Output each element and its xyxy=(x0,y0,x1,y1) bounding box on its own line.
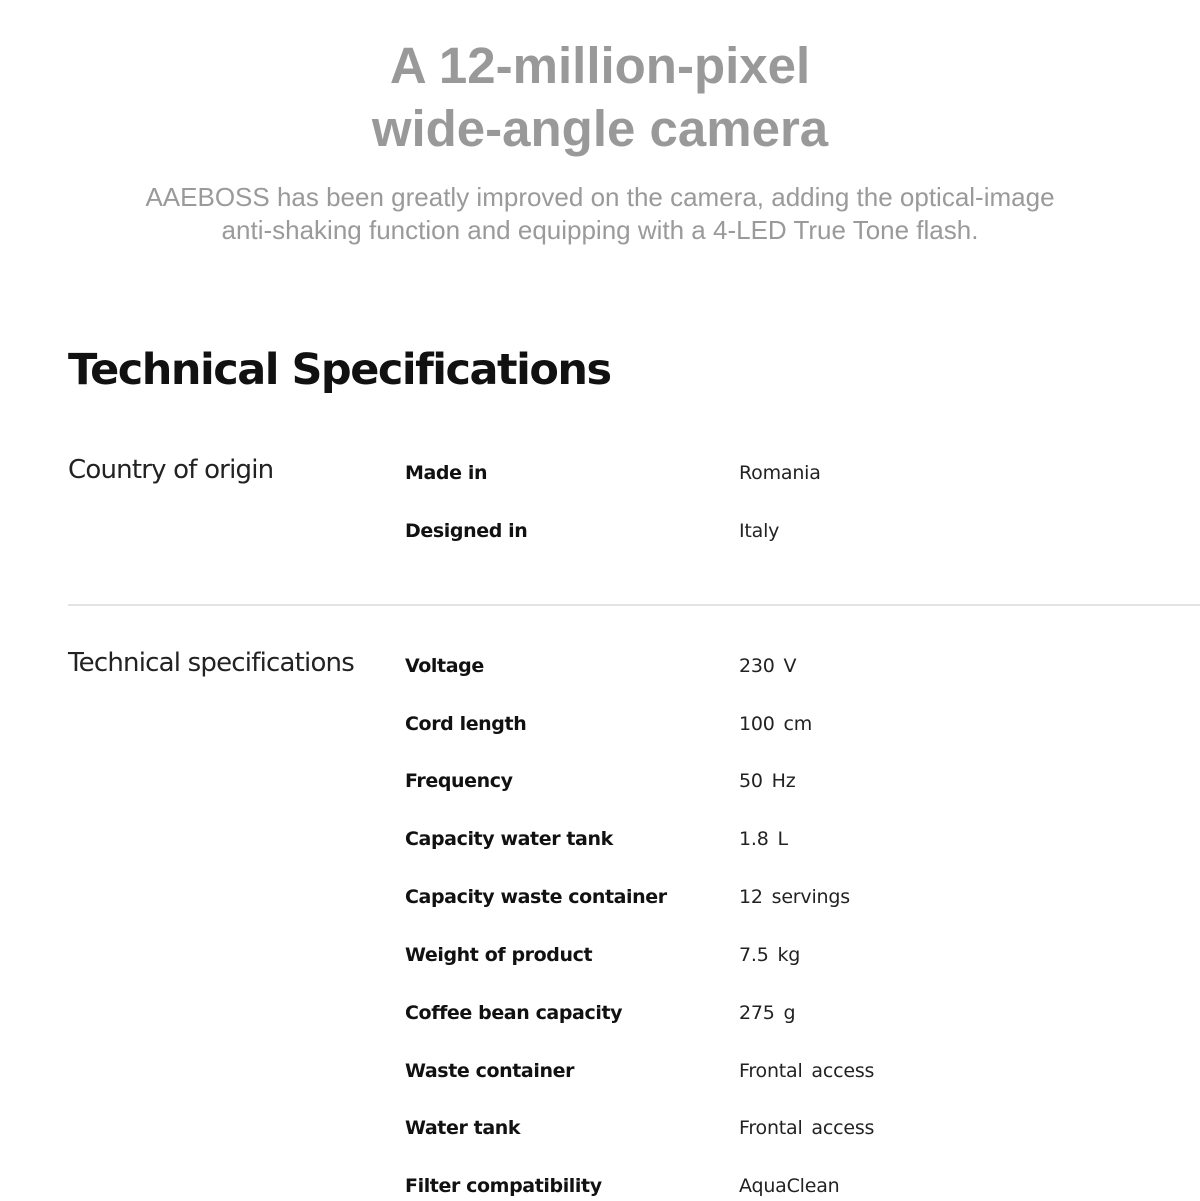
spec-key: Capacity waste container xyxy=(405,886,667,908)
spec-value: 275 g xyxy=(739,1002,796,1024)
spec-key: Capacity water tank xyxy=(405,828,613,850)
spec-key: Cord length xyxy=(405,713,527,735)
spec-key: Designed in xyxy=(405,520,528,542)
spec-value: 1.8 L xyxy=(739,828,788,850)
spec-value: AquaClean xyxy=(739,1175,840,1197)
spec-value: 7.5 kg xyxy=(739,944,801,966)
spec-row-capacity-waste-container xyxy=(405,882,1200,912)
spec-row-waste-container xyxy=(405,1056,1200,1086)
spec-key: Coffee bean capacity xyxy=(405,1002,623,1024)
spec-value: 100 cm xyxy=(739,713,813,735)
spec-key: Waste container xyxy=(405,1060,575,1082)
spec-key: Filter compatibility xyxy=(405,1175,602,1197)
spec-row-frequency xyxy=(405,766,1200,796)
spec-row-designed-in xyxy=(405,516,1200,546)
section-label: Country of origin xyxy=(68,455,274,485)
specs-heading: Technical Specifications xyxy=(68,345,611,395)
spec-value: 230 V xyxy=(739,655,797,677)
section-label: Technical specifications xyxy=(68,648,354,678)
spec-row-capacity-water-tank xyxy=(405,824,1200,854)
spec-row-cord-length xyxy=(405,709,1200,739)
spec-row-coffee-bean-capacity xyxy=(405,998,1200,1028)
spec-key: Water tank xyxy=(405,1117,521,1139)
spec-row-voltage xyxy=(405,651,1200,681)
hero-title-line-2: wide-angle camera xyxy=(371,100,829,157)
spec-row-water-tank xyxy=(405,1113,1200,1143)
section-divider xyxy=(68,604,1200,606)
spec-key: Made in xyxy=(405,462,488,484)
spec-value: Italy xyxy=(739,520,780,542)
spec-value: Frontal access xyxy=(739,1117,875,1139)
hero-subtitle-line-2: anti-shaking function and equipping with a 4-LED True Tone flash. xyxy=(221,215,979,245)
spec-key: Weight of product xyxy=(405,944,593,966)
spec-key: Frequency xyxy=(405,770,513,792)
spec-row-filter-compatibility xyxy=(405,1171,1200,1201)
spec-value: Frontal access xyxy=(739,1060,875,1082)
spec-value: Romania xyxy=(739,462,821,484)
spec-value: 50 Hz xyxy=(739,770,796,792)
spec-key: Voltage xyxy=(405,655,484,677)
hero-subtitle-line-1: AAEBOSS has been greatly improved on the camera, adding the optical-image xyxy=(145,182,1055,212)
spec-row-made-in xyxy=(405,458,1200,488)
hero-title-line-1: A 12-million-pixel xyxy=(389,37,811,94)
spec-row-weight-of-product xyxy=(405,940,1200,970)
hero-title xyxy=(0,34,1200,160)
hero-subtitle xyxy=(0,181,1200,247)
spec-value: 12 servings xyxy=(739,886,850,908)
